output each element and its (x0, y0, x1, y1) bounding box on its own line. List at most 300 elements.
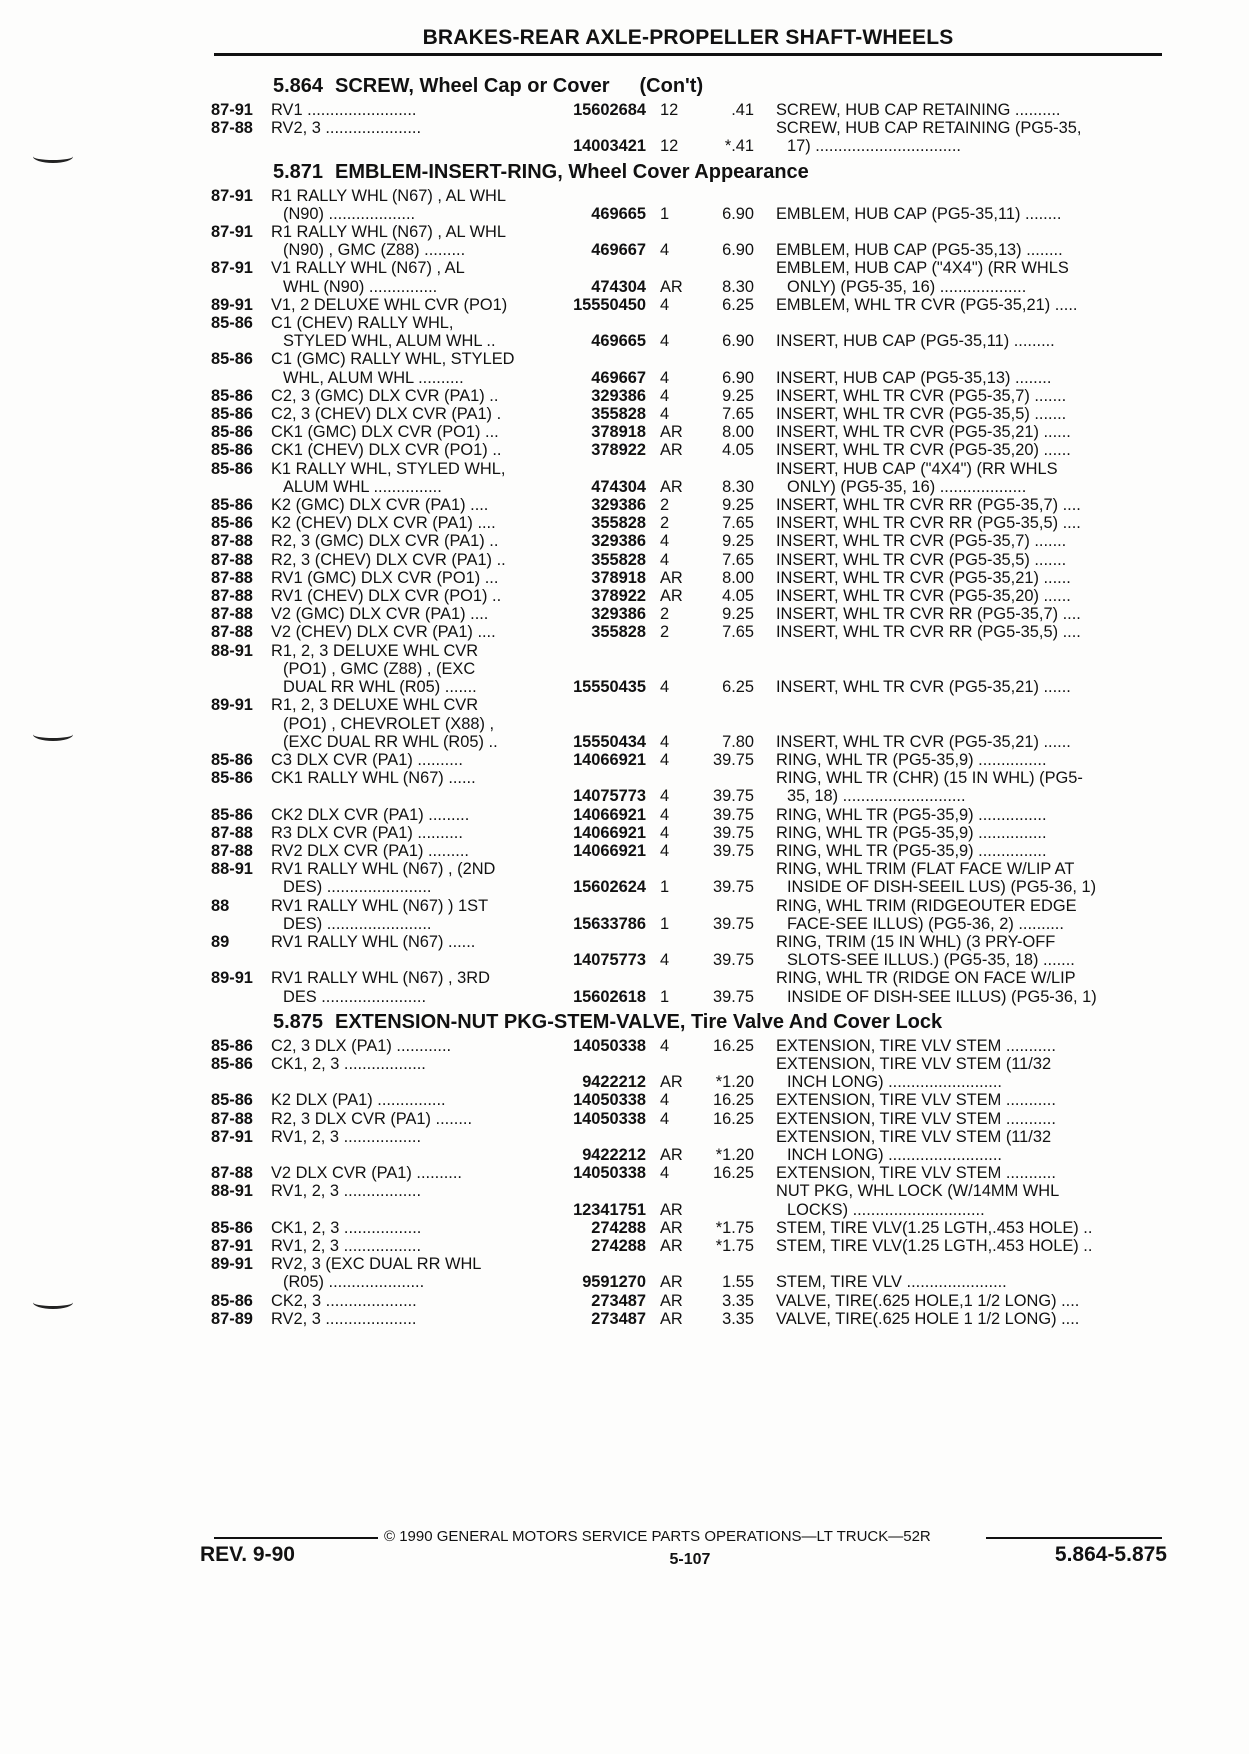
quantity: 4 (660, 405, 670, 424)
model-years: 88-91 (211, 641, 253, 660)
part-row (211, 1182, 1167, 1218)
section-number: 5.875 (273, 1010, 324, 1033)
section-number: 5.864 (273, 75, 324, 97)
model-years: 85-86 (211, 805, 253, 824)
description-line: RV1, 2, 3 ................. (271, 1182, 422, 1201)
part-row (211, 897, 1167, 933)
item-line: STEM, TIRE VLV ...................... (776, 1273, 1007, 1292)
model-years: 89-91 (211, 969, 253, 988)
part-row (211, 1110, 1167, 1128)
part-number: 14050338 (573, 1091, 646, 1110)
model-years: 89 (211, 932, 230, 951)
part-number: 378922 (591, 587, 646, 606)
description-line: RV1, 2, 3 ................. (271, 1127, 422, 1146)
part-number: 273487 (591, 1309, 646, 1328)
item-line: SCREW, HUB CAP RETAINING .......... (776, 101, 1061, 119)
application-description (271, 119, 547, 137)
item-line: EXTENSION, TIRE VLV STEM ........... (776, 1109, 1056, 1128)
part-number: 355828 (591, 405, 646, 424)
part-row (211, 460, 1167, 496)
part-row (211, 496, 1167, 514)
part-number: 14075773 (573, 951, 646, 970)
application-description (271, 1091, 547, 1109)
application-description (271, 842, 547, 860)
model-years: 87-88 (211, 841, 253, 860)
item-line: INSERT, WHL TR CVR (PG5-35,5) ....... (776, 405, 1067, 424)
section-name: EXTENSION-NUT PKG-STEM-VALVE, Tire Valve And Cover Lock (335, 1010, 943, 1033)
item-line: RING, WHL TR (PG5-35,9) ............... (776, 841, 1047, 860)
part-row (211, 551, 1167, 569)
part-number: 355828 (591, 514, 646, 533)
part-row (211, 259, 1167, 295)
model-years: 85-86 (211, 1036, 253, 1055)
quantity: 12 (660, 137, 679, 156)
quantity: 4 (660, 951, 670, 970)
description-line: (PO1) , GMC (Z88) , (EXC (283, 659, 476, 678)
quantity: AR (660, 1073, 683, 1092)
footer-revision: REV. 9-90 (200, 1543, 295, 1566)
item-line: INSIDE OF DISH-SEE ILLUS) (PG5-36, 1) (787, 987, 1097, 1006)
description-line: CK2, 3 .................... (271, 1291, 417, 1310)
part-number: 15602618 (573, 987, 646, 1006)
price: 16.25 (712, 1109, 754, 1128)
description-line: C3 DLX CVR (PA1) .......... (271, 750, 463, 769)
item-line: VALVE, TIRE(.625 HOLE 1 1/2 LONG) .... (776, 1309, 1080, 1328)
part-number: 12341751 (573, 1200, 646, 1219)
part-number: 474304 (591, 477, 646, 496)
item-name (754, 387, 1167, 405)
quantity: 4 (660, 295, 670, 314)
item-line: INSERT, WHL TR CVR RR (PG5-35,7) .... (776, 496, 1081, 515)
model-years: 85-86 (211, 405, 253, 424)
quantity: 4 (660, 805, 670, 824)
description-line: DES) ....................... (283, 914, 432, 933)
part-row (211, 101, 1167, 119)
model-years: 89-91 (211, 295, 253, 314)
item-name (754, 241, 1167, 259)
part-row (211, 1055, 1167, 1091)
part-number: 14066921 (573, 750, 646, 769)
model-years: 87-89 (211, 1309, 253, 1328)
part-row (211, 296, 1167, 314)
part-number: 9591270 (582, 1273, 646, 1292)
part-number: 15550450 (573, 295, 646, 314)
section-name-wrap (335, 160, 1167, 184)
description-line: R1 RALLY WHL (N67) , AL WHL (271, 223, 507, 242)
part-row (211, 532, 1167, 550)
price: 39.75 (712, 841, 754, 860)
part-row (211, 350, 1167, 386)
model-years: 89-91 (211, 1255, 253, 1274)
part-row (211, 1091, 1167, 1109)
item-line: INSERT, WHL TR CVR (PG5-35,21) ...... (776, 423, 1071, 442)
part-number: 14075773 (573, 787, 646, 806)
item-name (754, 860, 1167, 896)
description-line: (R05) ..................... (283, 1273, 425, 1292)
description-line: R1, 2, 3 DELUXE WHL CVR (271, 696, 479, 715)
application-description (271, 514, 547, 532)
price: 39.75 (712, 787, 754, 806)
description-line: DES) ....................... (283, 878, 432, 897)
item-line: EMBLEM, WHL TR CVR (PG5-35,21) ..... (776, 295, 1078, 314)
description-line: K1 RALLY WHL, STYLED WHL, (271, 459, 506, 478)
item-line: 17) ................................ (787, 137, 961, 156)
item-line: RING, TRIM (15 IN WHL) (3 PRY-OFF (776, 932, 1056, 951)
quantity: 1 (660, 914, 670, 933)
description-line: V1, 2 DELUXE WHL CVR (PO1) (271, 295, 508, 314)
quantity: 1 (660, 204, 670, 223)
item-name (754, 806, 1167, 824)
application-description (271, 532, 547, 550)
application-description (271, 696, 547, 751)
item-name (754, 1219, 1167, 1237)
item-line: EXTENSION, TIRE VLV STEM ........... (776, 1036, 1056, 1055)
item-name (754, 259, 1167, 295)
model-years: 87-88 (211, 823, 253, 842)
part-row (211, 769, 1167, 805)
application-description (271, 1255, 547, 1291)
item-name (754, 933, 1167, 969)
item-line: STEM, TIRE VLV(1.25 LGTH,.453 HOLE) .. (776, 1218, 1093, 1237)
description-line: RV1 RALLY WHL (N67) ) 1ST (271, 896, 489, 915)
quantity: 4 (660, 532, 670, 551)
description-line: RV1 (GMC) DLX CVR (PO1) ... (271, 568, 499, 587)
model-years: 87-88 (211, 1109, 253, 1128)
price: *.41 (724, 137, 754, 156)
quantity: AR (660, 1200, 683, 1219)
item-line: INSERT, WHL TR CVR (PG5-35,21) ...... (776, 732, 1071, 751)
model-years: 85-86 (211, 350, 253, 369)
part-number: 273487 (591, 1291, 646, 1310)
part-number: 14003421 (573, 137, 646, 156)
section-heading (211, 74, 1167, 98)
item-line: EXTENSION, TIRE VLV STEM (11/32 (776, 1127, 1052, 1146)
application-description (271, 1292, 547, 1310)
model-years: 87-88 (211, 623, 253, 642)
item-name (754, 551, 1167, 569)
quantity: 4 (660, 386, 670, 405)
quantity: 4 (660, 1036, 670, 1055)
part-number: 14050338 (573, 1109, 646, 1128)
part-row (211, 1164, 1167, 1182)
price: 7.80 (722, 732, 754, 751)
application-description (271, 1037, 547, 1055)
description-line: C2, 3 (GMC) DLX CVR (PA1) .. (271, 386, 499, 405)
item-line: RING, WHL TRIM (RIDGEOUTER EDGE (776, 896, 1077, 915)
part-number: 378918 (591, 423, 646, 442)
quantity: 4 (660, 750, 670, 769)
price: 39.75 (712, 951, 754, 970)
price: 16.25 (712, 1036, 754, 1055)
part-row (211, 842, 1167, 860)
item-line: SLOTS-SEE ILLUS.) (PG5-35, 18) ....... (787, 951, 1075, 970)
description-line: CK1 (GMC) DLX CVR (PO1) ... (271, 423, 499, 442)
part-row (211, 405, 1167, 423)
item-name (754, 605, 1167, 623)
price: 7.65 (722, 405, 754, 424)
description-line: CK1, 2, 3 .................. (271, 1054, 426, 1073)
section-number: 5.871 (273, 160, 324, 183)
application-description (271, 187, 547, 223)
quantity: 4 (660, 678, 670, 697)
price: 4.05 (722, 587, 754, 606)
price: 1.55 (722, 1273, 754, 1292)
description-line: DES ....................... (283, 987, 426, 1006)
part-number: 474304 (591, 277, 646, 296)
description-line: RV2, 3 .................... (271, 1309, 417, 1328)
part-number: 274288 (591, 1236, 646, 1255)
part-row (211, 514, 1167, 532)
section-name-wrap (335, 74, 1167, 98)
model-years: 85-86 (211, 514, 253, 533)
quantity: 4 (660, 787, 670, 806)
price: *1.75 (715, 1236, 754, 1255)
section-heading (211, 1010, 1167, 1034)
description-line: RV1 RALLY WHL (N67) ...... (271, 932, 476, 951)
description-line: R1 RALLY WHL (N67) , AL WHL (271, 186, 507, 205)
page-header-title: BRAKES-REAR AXLE-PROPELLER SHAFT-WHEELS (422, 26, 954, 49)
item-line: EMBLEM, HUB CAP ("4X4") (RR WHLS (776, 259, 1069, 278)
application-description (271, 1237, 547, 1255)
description-line: R3 DLX CVR (PA1) .......... (271, 823, 463, 842)
part-row (211, 860, 1167, 896)
description-line: C1 (CHEV) RALLY WHL, (271, 314, 454, 333)
price: 7.65 (722, 550, 754, 569)
model-years: 87-88 (211, 550, 253, 569)
quantity: 2 (660, 605, 670, 624)
application-description (271, 223, 547, 259)
part-number: 378922 (591, 441, 646, 460)
price: *1.20 (715, 1145, 754, 1164)
model-years: 87-88 (211, 587, 253, 606)
price: 9.25 (722, 605, 754, 624)
description-line: C2, 3 (CHEV) DLX CVR (PA1) . (271, 405, 502, 424)
item-name (754, 405, 1167, 423)
model-years: 85-86 (211, 441, 253, 460)
application-description (271, 387, 547, 405)
model-years: 85-86 (211, 1218, 253, 1237)
part-row (211, 1292, 1167, 1310)
price: 9.25 (722, 532, 754, 551)
price: 39.75 (712, 750, 754, 769)
item-line: EMBLEM, HUB CAP (PG5-35,11) ........ (776, 204, 1062, 223)
item-name (754, 1055, 1167, 1091)
item-line: INCH LONG) ......................... (787, 1073, 1002, 1092)
quantity: AR (660, 568, 683, 587)
application-description (271, 551, 547, 569)
description-line: K2 (CHEV) DLX CVR (PA1) .... (271, 514, 496, 533)
application-description (271, 769, 547, 787)
price: *1.75 (715, 1218, 754, 1237)
part-number: 355828 (591, 623, 646, 642)
description-line: CK1, 2, 3 ................. (271, 1218, 422, 1237)
item-line: RING, WHL TR (PG5-35,9) ............... (776, 805, 1047, 824)
description-line: V1 RALLY WHL (N67) , AL (271, 259, 465, 278)
description-line: RV1 RALLY WHL (N67) , (2ND (271, 860, 496, 879)
quantity: AR (660, 277, 683, 296)
part-number: 14050338 (573, 1036, 646, 1055)
application-description (271, 350, 547, 386)
part-row (211, 969, 1167, 1005)
quantity: 2 (660, 623, 670, 642)
quantity: 4 (660, 1109, 670, 1128)
part-row (211, 423, 1167, 441)
model-years: 87-88 (211, 532, 253, 551)
quantity: 4 (660, 841, 670, 860)
description-line: (N90) ................... (283, 204, 416, 223)
price: 8.00 (722, 568, 754, 587)
model-years: 87-91 (211, 101, 253, 119)
quantity: 4 (660, 332, 670, 351)
quantity: 4 (660, 732, 670, 751)
description-line: RV2, 3 (EXC DUAL RR WHL (271, 1255, 482, 1274)
item-line: RING, WHL TRIM (FLAT FACE W/LIP AT (776, 860, 1075, 879)
part-number: 274288 (591, 1218, 646, 1237)
item-name (754, 1091, 1167, 1109)
item-name (754, 332, 1167, 350)
item-line: INSERT, WHL TR CVR RR (PG5-35,5) .... (776, 514, 1081, 533)
quantity: 4 (660, 1164, 670, 1183)
item-line: ONLY) (PG5-35, 16) ................... (787, 277, 1027, 296)
item-line: INSERT, HUB CAP ("4X4") (RR WHLS (776, 459, 1058, 478)
item-line: SCREW, HUB CAP RETAINING (PG5-35, (776, 119, 1082, 138)
item-name (754, 1182, 1167, 1218)
part-number: 15550435 (573, 678, 646, 697)
quantity: AR (660, 587, 683, 606)
item-line: RING, WHL TR (RIDGE ON FACE W/LIP (776, 969, 1076, 988)
model-years: 88-91 (211, 1182, 253, 1201)
item-line: INSERT, WHL TR CVR (PG5-35,20) ...... (776, 441, 1071, 460)
description-line: K2 (GMC) DLX CVR (PA1) .... (271, 496, 489, 515)
description-line: RV1, 2, 3 ................. (271, 1236, 422, 1255)
description-line: RV2 DLX CVR (PA1) ......... (271, 841, 469, 860)
item-line: FACE-SEE ILLUS) (PG5-36, 2) .......... (787, 914, 1064, 933)
description-line: K2 DLX (PA1) ............... (271, 1091, 446, 1110)
part-row (211, 569, 1167, 587)
footer-copyright: © 1990 GENERAL MOTORS SERVICE PARTS OPERATIONS—LT TRUCK—52R (384, 1528, 931, 1545)
model-years: 88-91 (211, 860, 253, 879)
header-rule (214, 53, 1162, 56)
part-number: 378918 (591, 568, 646, 587)
description-line: CK2 DLX CVR (PA1) ......... (271, 805, 470, 824)
price: 6.90 (722, 204, 754, 223)
item-line: RING, WHL TR (PG5-35,9) ............... (776, 823, 1047, 842)
part-number: 355828 (591, 550, 646, 569)
application-description (271, 642, 547, 697)
part-row (211, 696, 1167, 751)
item-name (754, 1037, 1167, 1055)
model-years: 87-88 (211, 568, 253, 587)
item-line: EXTENSION, TIRE VLV STEM ........... (776, 1164, 1056, 1183)
item-line: EMBLEM, HUB CAP (PG5-35,13) ........ (776, 241, 1063, 260)
quantity: AR (660, 1236, 683, 1255)
model-years: 85-86 (211, 1091, 253, 1110)
description-line: RV1 (CHEV) DLX CVR (PO1) .. (271, 587, 502, 606)
part-row (211, 1219, 1167, 1237)
price: 6.90 (722, 241, 754, 260)
model-years: 85-86 (211, 423, 253, 442)
price: 3.35 (722, 1309, 754, 1328)
application-description (271, 101, 547, 119)
description-line: ALUM WHL ............... (283, 477, 442, 496)
part-number: 469667 (591, 241, 646, 260)
item-line: EXTENSION, TIRE VLV STEM ........... (776, 1091, 1056, 1110)
part-row (211, 623, 1167, 641)
item-line: INSERT, WHL TR CVR (PG5-35,7) ....... (776, 386, 1067, 405)
description-line: C1 (GMC) RALLY WHL, STYLED (271, 350, 515, 369)
part-row (211, 119, 1167, 155)
application-description (271, 441, 547, 459)
part-row (211, 824, 1167, 842)
description-line: R2, 3 (CHEV) DLX CVR (PA1) .. (271, 550, 506, 569)
price: 16.25 (712, 1164, 754, 1183)
item-line: INSERT, WHL TR CVR RR (PG5-35,7) .... (776, 605, 1081, 624)
quantity: AR (660, 441, 683, 460)
description-line: V2 DLX CVR (PA1) .......... (271, 1164, 462, 1183)
item-line: EXTENSION, TIRE VLV STEM (11/32 (776, 1054, 1052, 1073)
item-name (754, 496, 1167, 514)
quantity: 2 (660, 514, 670, 533)
item-name (754, 205, 1167, 223)
item-line: INSIDE OF DISH-SEEIL LUS) (PG5-36, 1) (787, 878, 1097, 897)
item-line: 35, 18) ........................... (787, 787, 966, 806)
quantity: AR (660, 477, 683, 496)
part-number: 15633786 (573, 914, 646, 933)
quantity: 1 (660, 987, 670, 1006)
price: 8.30 (722, 277, 754, 296)
item-name (754, 532, 1167, 550)
model-years: 85-86 (211, 750, 253, 769)
quantity: 2 (660, 496, 670, 515)
application-description (271, 496, 547, 514)
description-line: (PO1) , CHEVROLET (X88) , (283, 714, 495, 733)
application-description (271, 296, 547, 314)
quantity: 4 (660, 241, 670, 260)
model-years: 85-86 (211, 1291, 253, 1310)
application-description (271, 1110, 547, 1128)
description-line: CK1 RALLY WHL (N67) ...... (271, 769, 476, 788)
application-description (271, 933, 547, 951)
price: 16.25 (712, 1091, 754, 1110)
part-number: 329386 (591, 532, 646, 551)
binder-hole-mark (33, 1296, 73, 1309)
part-row (211, 751, 1167, 769)
item-name (754, 369, 1167, 387)
model-years: 85-86 (211, 314, 253, 333)
section-heading (211, 160, 1167, 184)
application-description (271, 259, 547, 295)
application-description (271, 751, 547, 769)
binder-hole-mark (33, 150, 73, 163)
part-row (211, 1037, 1167, 1055)
quantity: AR (660, 1291, 683, 1310)
part-number: 469665 (591, 332, 646, 351)
item-name (754, 1128, 1167, 1164)
item-name (754, 101, 1167, 119)
item-name (754, 1237, 1167, 1255)
part-number: 9422212 (582, 1145, 646, 1164)
description-line: DUAL RR WHL (R05) ....... (283, 678, 477, 697)
item-line: INSERT, WHL TR CVR (PG5-35,7) ....... (776, 532, 1067, 551)
item-line: STEM, TIRE VLV(1.25 LGTH,.453 HOLE) .. (776, 1236, 1093, 1255)
item-line: INSERT, WHL TR CVR (PG5-35,21) ...... (776, 678, 1071, 697)
quantity: 4 (660, 1091, 670, 1110)
item-line: RING, WHL TR (CHR) (15 IN WHL) (PG5- (776, 769, 1083, 788)
description-line: C2, 3 DLX (PA1) ............ (271, 1036, 452, 1055)
quantity: AR (660, 1309, 683, 1328)
quantity: 1 (660, 878, 670, 897)
part-row (211, 642, 1167, 697)
